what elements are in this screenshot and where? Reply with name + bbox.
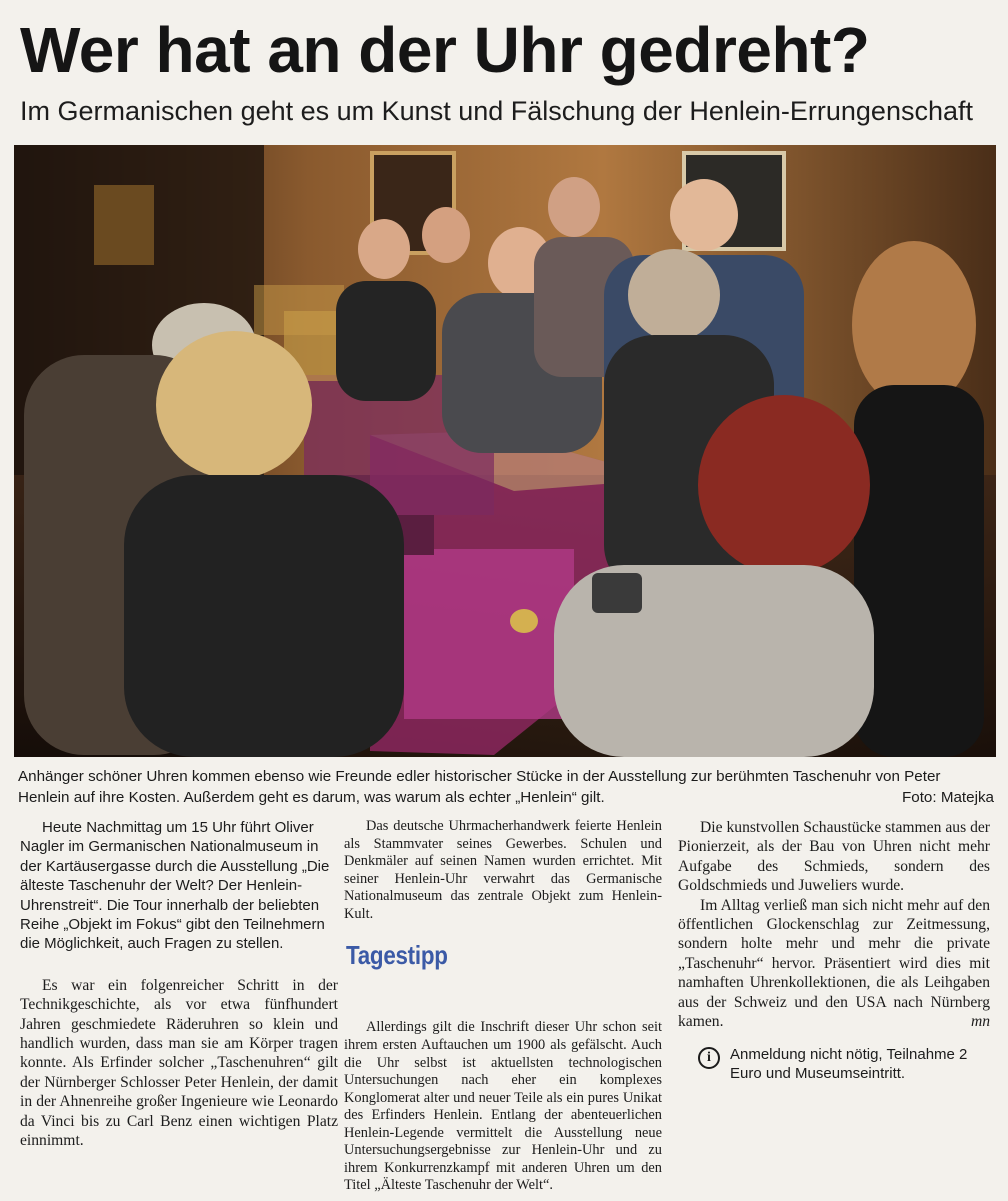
- body-paragraph-5: [678, 896, 990, 1032]
- photo-credit: Foto: Matejka: [901, 789, 994, 806]
- photo-illustration: [14, 145, 996, 757]
- body-paragraph-4: Die kunstvollen Schaustücke stammen aus der Pionierzeit, als der Bau von Uhren nicht mehr Aufgabe des Schmieds, sondern des Goldschmieds und Juweliers wurde.: [678, 819, 990, 895]
- body-paragraph-1: Es war ein folgenreicher Schritt in der Technikgeschichte, als vor etwa fünfhundert Jahren geschmiedete Räderuhren so klein und handlich wurden, dass man sie am Körper tragen konnte. Als Erfinder solcher „Taschenuhren“ gilt der Nürnberger Schlosser Peter Henlein, der damit in der Ahnenreihe großer Ingenieure wie Leonardo da Vinci bis zu Carl Benz einen wichtigen Platz einnimmt.: [20, 976, 338, 1150]
- lead-paragraph: [20, 818, 338, 954]
- body-paragraph-5-text: Im Alltag verließ man sich nicht mehr auf den öffentlichen Glockenschlag zur Zeitmessung, sondern holte mehr und mehr die private „Taschenuhr“ hervor. Präsentiert wird dies mit namhaften Uhrenkollektionen, die als Leihgaben aus der Schweiz und den USA nach Nürnberg kamen.: [678, 896, 990, 1031]
- body-paragraph-3: Allerdings gilt die Inschrift dieser Uhr schon seit ihrem ersten Auftauchen um 1900 als gefälscht. Auch die Uhr selbst ist aktuellsten technologischen Untersuchungen nach eher ein komplexes Konglomerat alter und neuer Teile als ein pures Unikat des Erfinders Henlein. Entlang der abenteuerlichen Henlein-Legende vermittelt die Ausstellung neue Untersuchungsergebnisse zur Henlein-Uhr und zu ihrem Konkurrenzkampf mit anderen Uhren um den Titel „Älteste Taschenuhr der Welt“.: [344, 1019, 662, 1194]
- column-2: [344, 818, 662, 1195]
- column-3: [678, 818, 990, 1083]
- tagestipp-box: [344, 940, 662, 991]
- subheadline: Im Germanischen geht es um Kunst und Fälschung der Henlein-Errungenschaft: [20, 96, 974, 126]
- caption-text: Anhänger schöner Uhren kommen ebenso wie Freunde edler historischer Stücke in der Ausstellung zur berühmten Taschenuhr von Peter Henlein auf ihre Kosten. Außerdem geht es darum, was warum als echter „Henlein“ gilt.: [18, 768, 941, 806]
- author-initials: mn: [970, 1013, 990, 1031]
- article-photo: [14, 145, 996, 757]
- info-icon: i: [698, 1047, 720, 1069]
- headline: Wer hat an der Uhr gedreht?: [20, 14, 870, 86]
- info-text: Anmeldung nicht nötig, Teilnahme 2 Euro und Museumseintritt.: [730, 1046, 968, 1083]
- column-1: [20, 818, 338, 1151]
- info-box: [678, 1045, 990, 1083]
- lead-text: Heute Nachmittag um 15 Uhr führt Oliver Nagler im Germanischen Nationalmuseum in der Kartäusergasse durch die Ausstellung „Die älteste Taschenuhr der Welt? Der Henlein-Uhrenstreit“. Die Tour innerhalb der beliebten Reihe „Objekt im Fokus“ gibt den Teilnehmern die Möglichkeit, auch Fragen zu stellen.: [20, 819, 330, 953]
- body-paragraph-2: Das deutsche Uhrmacherhandwerk feierte Henlein als Stammvater seines Gewerbes. Schulen und Denkmäler auf seinen Namen wurden errichtet. Mit seiner Henlein-Uhr verwahrt das Germanische Nationalmuseum das zentrale Objekt zum Henlein-Kult.: [344, 818, 662, 922]
- photo-caption: [18, 766, 994, 808]
- tagestipp-label: Tagestipp: [346, 940, 448, 971]
